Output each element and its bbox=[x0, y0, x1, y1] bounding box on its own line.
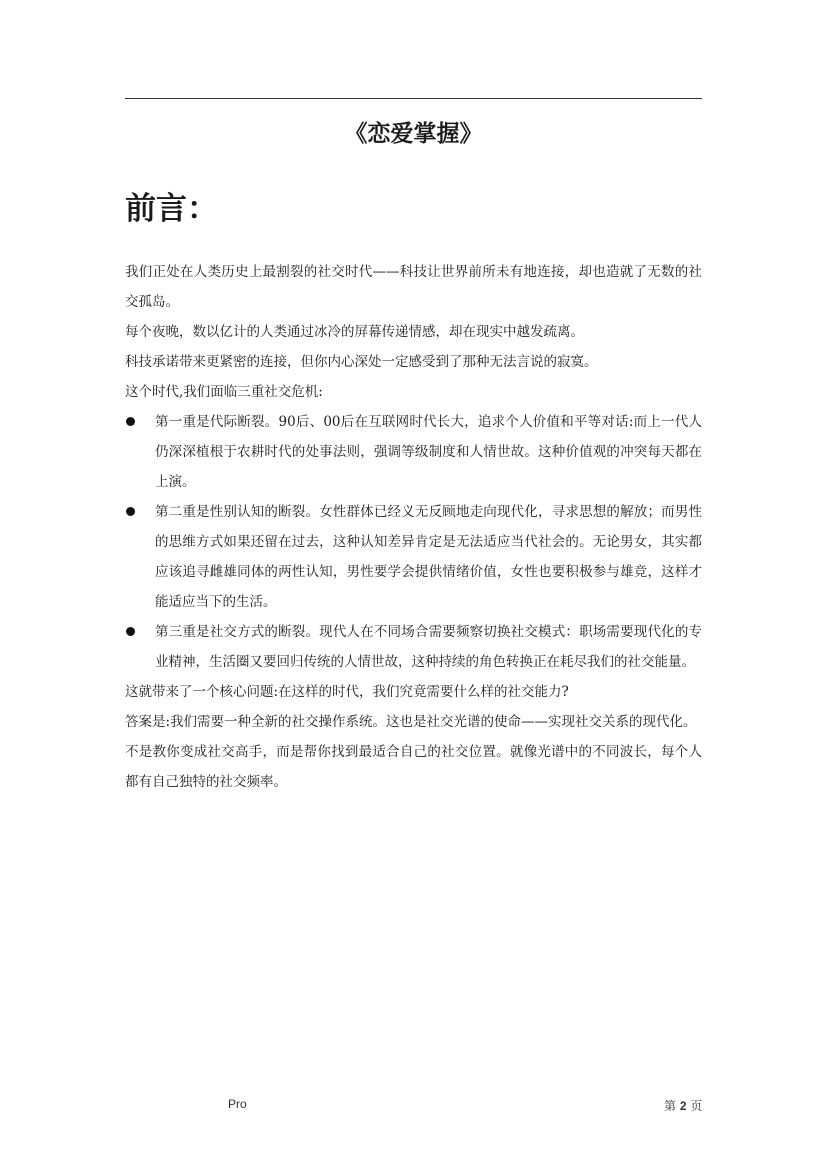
header-rule bbox=[125, 98, 702, 99]
paragraph: 不是教你变成社交高手，而是帮你找到最适合自己的社交位置。就像光谱中的不同波长，每个人都有自己独特的社交频率。 bbox=[125, 744, 702, 790]
document-body bbox=[125, 257, 702, 797]
paragraph: 科技承诺带来更紧密的连接，但你内心深处一定感受到了那种无法言说的寂寞。 bbox=[125, 354, 598, 370]
page-number bbox=[664, 1097, 702, 1114]
list-item-text: 第三重是社交方式的断裂。现代人在不同场合需要频察切换社交模式：职场需要现代化的专业精神，生活圈又要回归传统的人情世故，这种持续的角色转换正在耗尽我们的社交能量。 bbox=[155, 624, 702, 670]
list-item-text: 第二重是性别认知的断裂。女性群体已经义无反顾地走向现代化，寻求思想的解放；而男性的思维方式如果还留在过去，这种认知差异肯定是无法适应当代社会的。无论男女，其实都应该追寻雌雄同体的两性认知，男性要学会提供情绪价值，女性也要积极参与雄竞，这样才能适应当下的生活。 bbox=[155, 504, 702, 610]
section-heading: 前言： bbox=[125, 191, 218, 227]
paragraph: 答案是:我们需要一种全新的社交操作系统。这也是社交光谱的使命——实现社交关系的现代化。 bbox=[125, 714, 697, 730]
paragraph: 这就带来了一个核心问题:在这样的时代，我们究竟需要什么样的社交能力? bbox=[125, 684, 569, 700]
paragraph: 我们正处在人类历史上最割裂的社交时代——科技让世界前所未有地连接，却也造就了无数的社交孤岛。 bbox=[125, 264, 702, 310]
page-prefix: 第 bbox=[664, 1099, 677, 1113]
list-item bbox=[125, 617, 702, 677]
page-number-value: 2 bbox=[679, 1099, 687, 1113]
paragraph: 每个夜晚，数以亿计的人类通过冰冷的屏幕传递情感，却在现实中越发疏离。 bbox=[125, 324, 584, 340]
list-item bbox=[125, 497, 702, 617]
list-item-text: 第一重是代际断裂。90后、00后在互联网时代长大，追求个人价值和平等对话:而上一代人仍深深植根于农耕时代的处事法则，强调等级制度和人情世故。这种价值观的冲突每天都在上演。 bbox=[155, 414, 702, 490]
paragraph: 这个时代,我们面临三重社交危机: bbox=[125, 384, 323, 400]
list-item bbox=[125, 407, 702, 497]
crisis-list bbox=[125, 407, 702, 677]
footer-label: Pro bbox=[228, 1097, 247, 1111]
page-suffix: 页 bbox=[690, 1099, 703, 1113]
bullet-icon bbox=[126, 417, 135, 426]
bullet-icon bbox=[126, 507, 135, 516]
document-title: 《恋爱掌握》 bbox=[344, 120, 483, 147]
bullet-icon bbox=[126, 627, 135, 636]
